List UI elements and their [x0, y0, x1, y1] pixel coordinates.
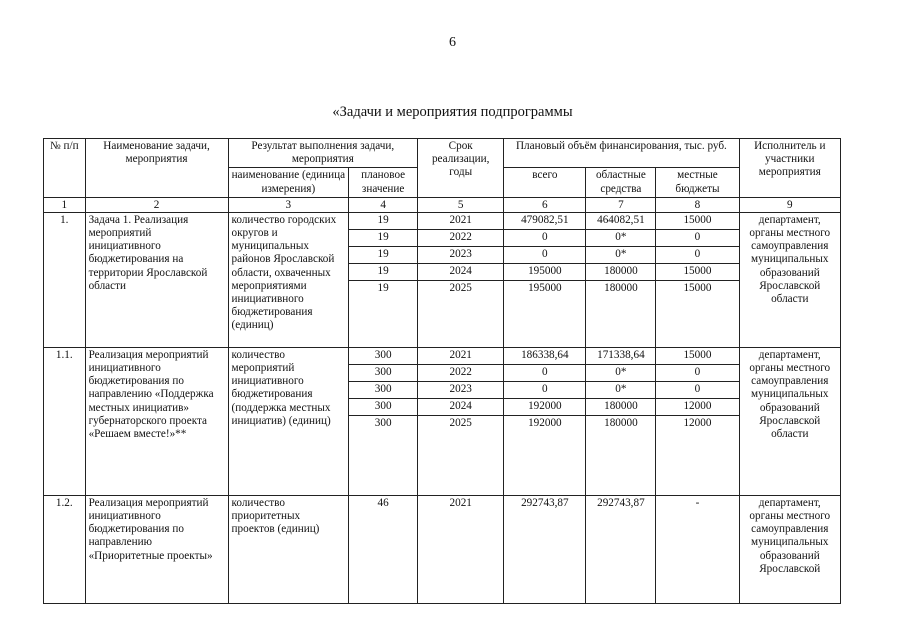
total-cell: 0	[504, 365, 585, 382]
total-cell: 0	[504, 247, 585, 264]
column-number: 1	[44, 197, 86, 212]
tasks-table	[43, 138, 841, 604]
year-cell: 2023	[418, 382, 503, 399]
page-number: 6	[449, 35, 456, 50]
local-cell: 15000	[656, 348, 738, 365]
year-cell: 2022	[418, 365, 503, 382]
column-number: 5	[418, 197, 504, 212]
value-cell: 300	[374, 416, 392, 429]
row-result-name: количество городских округов и муниципальных районов Ярославской области, охваченных мероприятиями инициативного бюджетирования (единиц)	[228, 212, 349, 347]
header-fin-total: всего	[504, 168, 586, 197]
local-cell: 0	[656, 230, 738, 247]
value-cell: 46	[349, 495, 418, 603]
region-cell: 171338,64	[586, 348, 655, 365]
total-cell: 192000	[504, 399, 585, 416]
row-executor: департамент, органы местного самоуправления муниципальных образований Ярославской области	[739, 212, 840, 347]
header-result: Результат выполнения задачи, мероприятия	[228, 139, 418, 168]
region-cell: 0*	[586, 382, 655, 399]
year-cell: 2025	[449, 416, 472, 429]
header-no: № п/п	[44, 139, 86, 198]
column-number: 7	[586, 197, 656, 212]
total-cell: 0	[504, 230, 585, 247]
total-cell: 195000	[504, 264, 585, 281]
column-number: 4	[349, 197, 418, 212]
header-term: Срок реализации, годы	[418, 139, 504, 198]
value-cell: 300	[349, 348, 417, 365]
row-result-name: количество приоритетных проектов (единиц)	[228, 495, 349, 603]
column-number: 6	[504, 197, 586, 212]
column-number: 9	[739, 197, 840, 212]
local-cell: 15000	[656, 264, 738, 281]
row-years	[418, 347, 504, 495]
local-cell: -	[656, 495, 739, 603]
row-name: Реализация мероприятий инициативного бюджетирования по направлению «Поддержка местных инициатив» губернаторского проекта «Решаем вместе!»**	[85, 347, 228, 495]
total-cell: 292743,87	[504, 495, 586, 603]
header-name: Наименование задачи, мероприятия	[85, 139, 228, 198]
year-cell: 2024	[418, 264, 503, 281]
year-cell: 2024	[418, 399, 503, 416]
table-row	[44, 347, 841, 495]
table-row	[44, 495, 841, 603]
total-cell: 479082,51	[504, 213, 585, 230]
row-no: 1.2.	[44, 495, 86, 603]
value-cell: 19	[349, 213, 417, 230]
header-fin-region: областные средства	[586, 168, 656, 197]
local-cell: 0	[656, 365, 738, 382]
table-row	[44, 212, 841, 347]
row-total	[504, 212, 586, 347]
row-executor: департамент, органы местного самоуправления муниципальных образований Ярославской	[739, 495, 840, 603]
row-years	[418, 212, 504, 347]
row-values	[349, 347, 418, 495]
value-cell: 300	[349, 399, 417, 416]
header-result-name: наименование (единица измерения)	[228, 168, 349, 197]
column-number: 8	[656, 197, 739, 212]
header-fin-local: местные бюджеты	[656, 168, 739, 197]
year-cell: 2021	[418, 213, 503, 230]
row-name: Реализация мероприятий инициативного бюджетирования по направлению «Приоритетные проекты»	[85, 495, 228, 603]
region-cell: 0*	[586, 365, 655, 382]
value-cell: 19	[349, 230, 417, 247]
region-cell: 0*	[586, 247, 655, 264]
region-cell: 180000	[586, 399, 655, 416]
year-cell: 2021	[418, 495, 504, 603]
row-result-name: количество мероприятий инициативного бюджетирования (поддержка местных инициатив) (единиц)	[228, 347, 349, 495]
value-cell: 19	[349, 247, 417, 264]
row-values	[349, 212, 418, 347]
region-cell: 180000	[604, 416, 638, 429]
row-executor: департамент, органы местного самоуправления муниципальных образований Ярославской области	[739, 347, 840, 495]
value-cell: 300	[349, 382, 417, 399]
region-cell: 180000	[604, 281, 638, 294]
year-cell: 2021	[418, 348, 503, 365]
value-cell: 19	[377, 281, 389, 294]
value-cell: 300	[349, 365, 417, 382]
local-cell: 12000	[656, 399, 738, 416]
row-total	[504, 347, 586, 495]
value-cell: 19	[349, 264, 417, 281]
header-row-1	[44, 139, 841, 168]
region-cell: 292743,87	[586, 495, 656, 603]
row-region	[586, 347, 656, 495]
local-cell: 15000	[656, 213, 738, 230]
header-result-value: плановое значение	[349, 168, 418, 197]
row-local	[656, 212, 739, 347]
total-cell: 195000	[528, 281, 562, 294]
row-no: 1.1.	[44, 347, 86, 495]
local-cell: 0	[656, 247, 738, 264]
column-numbers-row	[44, 197, 841, 212]
year-cell: 2022	[418, 230, 503, 247]
region-cell: 0*	[586, 230, 655, 247]
row-name: Задача 1. Реализация мероприятий инициативного бюджетирования на территории Ярославской области	[85, 212, 228, 347]
row-no: 1.	[44, 212, 86, 347]
column-number: 2	[85, 197, 228, 212]
row-local	[656, 347, 739, 495]
total-cell: 186338,64	[504, 348, 585, 365]
total-cell: 192000	[528, 416, 562, 429]
local-cell: 15000	[683, 281, 712, 294]
local-cell: 12000	[683, 416, 712, 429]
region-cell: 180000	[586, 264, 655, 281]
column-number: 3	[228, 197, 349, 212]
page-title: «Задачи и мероприятия подпрограммы	[332, 104, 573, 120]
header-executor: Исполнитель и участники мероприятия	[739, 139, 840, 198]
local-cell: 0	[656, 382, 738, 399]
year-cell: 2023	[418, 247, 503, 264]
total-cell: 0	[504, 382, 585, 399]
region-cell: 464082,51	[586, 213, 655, 230]
header-finance: Плановый объём финансирования, тыс. руб.	[504, 139, 739, 168]
row-region	[586, 212, 656, 347]
year-cell: 2025	[449, 281, 472, 294]
